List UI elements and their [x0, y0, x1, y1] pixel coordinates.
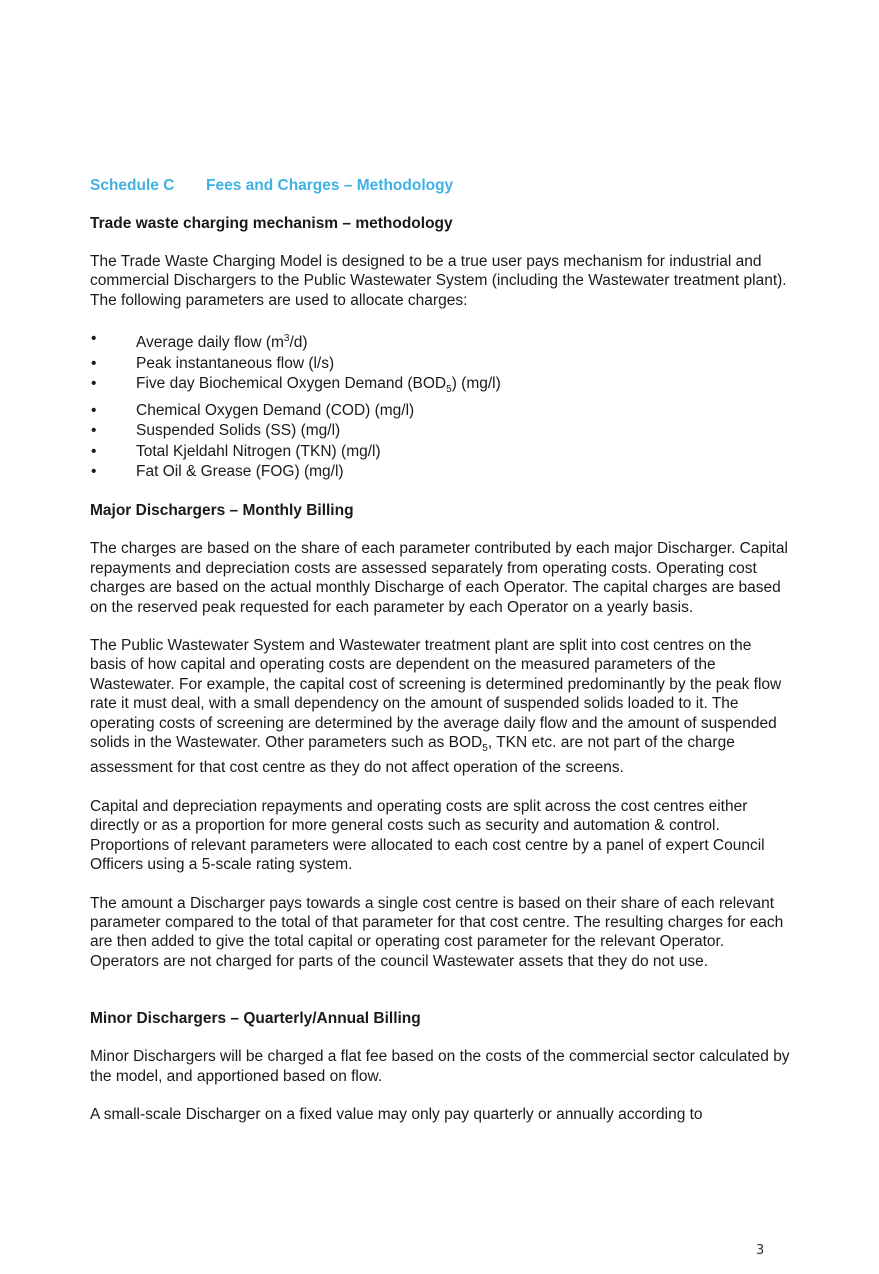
major-paragraph-1: The charges are based on the share of each parameter contributed by each major Discharger. Capital repayments and depreciation costs are assessed separately from operating costs. Operating cost charges are based on the actual monthly Discharge of each Operator. The capital charges are based on the reserved peak requested for each parameter by each Operator on a yearly basis. [90, 540, 788, 616]
list-item: • Average daily flow $(m^3/d)$ [90, 329, 790, 354]
list-item: • Total Kjeldahl Nitrogen (TKN) (mg/l) [90, 442, 790, 462]
major-dischargers-heading: Major Dischargers – Monthly Billing [90, 502, 354, 520]
trade-waste-heading: Trade waste charging mechanism – methodology [90, 215, 453, 232]
trade-waste-intro: The Trade Waste Charging Model is designed to be a true user pays mechanism for industrial and commercial Dischargers to the Public Wastewater System (including the Wastewater treatment plant). The following parameters are used to allocate charges: [90, 253, 787, 309]
list-item: • Suspended Solids (SS) (mg/l) [90, 421, 790, 441]
page-content [90, 176, 790, 1143]
bullet-icon: • [91, 354, 97, 372]
list-item: • Peak instantaneous flow (l/s) [90, 354, 790, 374]
schedule-heading [90, 176, 790, 196]
bullet-icon: • [91, 330, 97, 348]
list-item: • Five day Biochemical Oxygen Demand $(BOD_5)$ (mg/l) [90, 374, 790, 401]
list-item: • Chemical Oxygen Demand (COD) (mg/l) [90, 401, 790, 421]
major-paragraph-2: The Public Wastewater System and Wastewater treatment plant are split into cost centres on the basis of how capital and operating costs are dependent on the measured parameters of the Wastewater. For example, the capital cost of screening is determined predominantly by the peak flow rate it must deal, with a small dependency on the amount of suspended solids loaded to it. The operating costs of screening are determined by the average daily flow and the amount of suspended solids in the Wastewater. Other parameters such as $BOD_5$, TKN etc. are not part of the charge assessment for that cost centre as they do not affect operation of the screens. [90, 636, 782, 777]
major-paragraph-4: The amount a Discharger pays towards a single cost centre is based on their share of each relevant parameter compared to the total of that parameter for that cost centre. The resulting charges for each are then added to give the total capital or operating cost parameter for the relevant Operator. Operators are not charged for parts of the council Wastewater assets that they do not use. [90, 894, 784, 970]
minor-paragraph-2: A small-scale Discharger on a fixed value may only pay quarterly or annually according to [90, 1105, 703, 1123]
bullet-icon: • [91, 422, 97, 440]
minor-dischargers-heading: Minor Dischargers – Quarterly/Annual Billing [90, 1010, 421, 1028]
schedule-title: Fees and Charges – Methodology [206, 177, 454, 194]
minor-paragraph-1: Minor Dischargers will be charged a flat fee based on the costs of the commercial sector calculated by the model, and apportioned based on flow. [90, 1048, 790, 1085]
major-paragraph-3: Capital and depreciation repayments and operating costs are split across the cost centres either directly or as a proportion for more general costs such as security and automation & control. Proportions of relevant parameters were allocated to each cost centre by a panel of expert Council Officers using a 5-scale rating system. [90, 797, 765, 874]
parameter-list [90, 329, 790, 482]
page-number: 3 [756, 1243, 765, 1258]
bullet-icon: • [91, 442, 97, 460]
bullet-icon: • [91, 375, 97, 393]
bullet-icon: • [91, 462, 97, 480]
bullet-icon: • [91, 401, 97, 419]
schedule-code: Schedule C [90, 177, 175, 194]
list-item: • Fat Oil & Grease (FOG) (mg/l) [90, 462, 790, 482]
